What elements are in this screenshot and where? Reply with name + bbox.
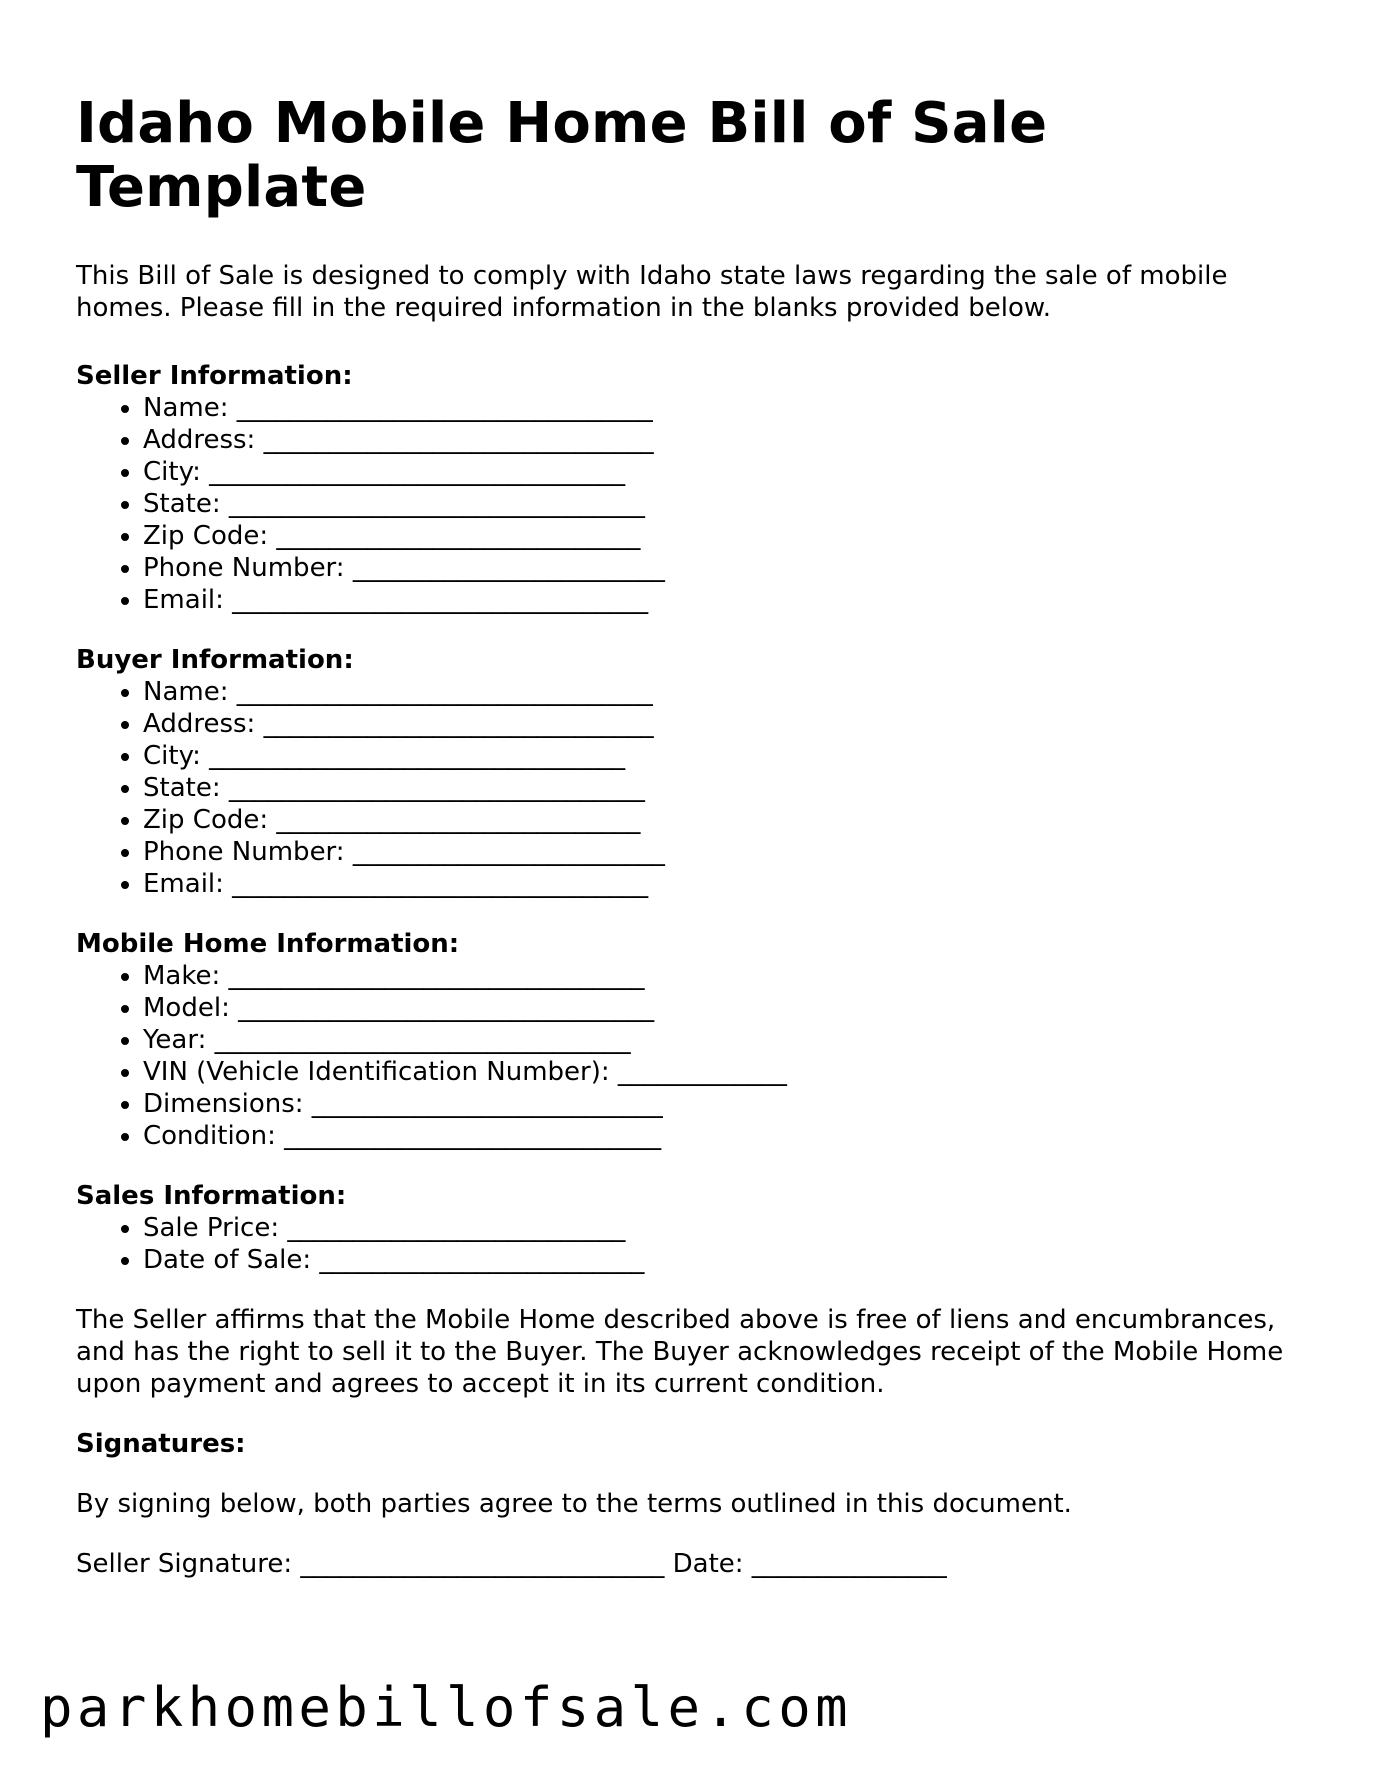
buyer-phone-field[interactable]: • Phone Number: ________________________ [143,836,1306,868]
seller-address-field[interactable]: • Address: ______________________________ [143,424,1306,456]
seller-name-field[interactable]: • Name: ________________________________ [143,392,1306,424]
buyer-zip-field[interactable]: • Zip Code: ____________________________ [143,804,1306,836]
buyer-email-field[interactable]: • Email: ________________________________ [143,868,1306,900]
seller-state-field[interactable]: • State: ________________________________ [143,488,1306,520]
buyer-fields-list [76,676,1306,900]
mobile-home-section-heading: Mobile Home Information: [76,929,460,959]
mobile-home-condition-field[interactable]: • Condition: _____________________________ [143,1120,1306,1152]
seller-zip-field[interactable]: • Zip Code: ____________________________ [143,520,1306,552]
affirmation-paragraph: The Seller affirms that the Mobile Home described above is free of liens and encumbrances, and has the right to sell it to the Buyer. The Buyer acknowledges receipt of the Mobile Home upon payment and agrees to accept it in its current condition. [76,1305,1284,1399]
date-of-sale-field[interactable]: • Date of Sale: _________________________ [143,1244,1306,1276]
seller-city-field[interactable]: • City: ________________________________ [143,456,1306,488]
site-watermark: parkhomebillofsale.com [40,1676,853,1739]
seller-signature-line[interactable]: Seller Signature: ____________________________ Date: _______________ [76,1549,947,1579]
signatures-statement: By signing below, both parties agree to the terms outlined in this document. [76,1489,1072,1519]
mobile-home-make-field[interactable]: • Make: ________________________________ [143,960,1306,992]
buyer-name-field[interactable]: • Name: ________________________________ [143,676,1306,708]
buyer-city-field[interactable]: • City: ________________________________ [143,740,1306,772]
sale-price-field[interactable]: • Sale Price: __________________________ [143,1212,1306,1244]
mobile-home-model-field[interactable]: • Model: ________________________________ [143,992,1306,1024]
intro-paragraph: This Bill of Sale is designed to comply with Idaho state laws regarding the sale of mobile homes. Please fill in the required information in the blanks provided below. [76,261,1228,323]
buyer-address-field[interactable]: • Address: ______________________________ [143,708,1306,740]
sales-section-heading: Sales Information: [76,1181,347,1211]
buyer-state-field[interactable]: • State: ________________________________ [143,772,1306,804]
sales-fields-list [76,1212,1306,1276]
document-title: Idaho Mobile Home Bill of Sale Template [76,91,1048,220]
mobile-home-year-field[interactable]: • Year: ________________________________ [143,1024,1306,1056]
seller-email-field[interactable]: • Email: ________________________________ [143,584,1306,616]
seller-phone-field[interactable]: • Phone Number: ________________________ [143,552,1306,584]
document-page [76,92,1306,1580]
signatures-section-heading: Signatures: [76,1429,246,1459]
mobile-home-vin-field[interactable]: • VIN (Vehicle Identification Number): _____________ [143,1056,1306,1088]
seller-fields-list [76,392,1306,616]
mobile-home-fields-list [76,960,1306,1152]
mobile-home-dimensions-field[interactable]: • Dimensions: ___________________________ [143,1088,1306,1120]
buyer-section-heading: Buyer Information: [76,645,354,675]
seller-section-heading: Seller Information: [76,361,353,391]
